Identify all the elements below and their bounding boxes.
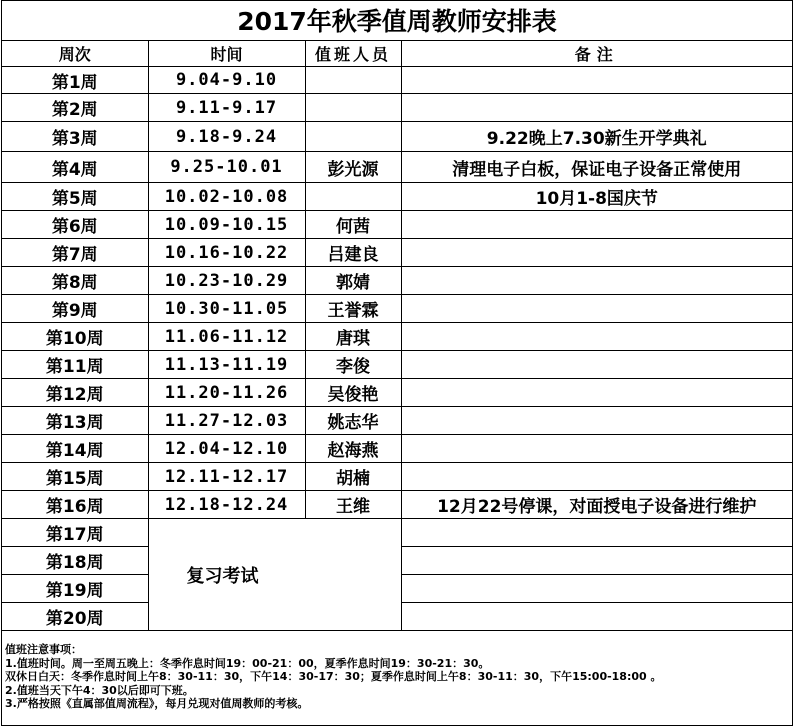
duty-person-cell: 吕建良 xyxy=(305,239,401,267)
table-row xyxy=(2,491,792,519)
table-row xyxy=(2,239,792,267)
week-cell: 第11周 xyxy=(2,351,148,379)
table-row xyxy=(2,323,792,351)
time-cell: 12.18-12.24 xyxy=(148,491,305,519)
table-row xyxy=(2,67,792,94)
table-row xyxy=(2,407,792,435)
table-row xyxy=(2,295,792,323)
remark-cell xyxy=(401,295,792,323)
notes-section xyxy=(2,640,792,726)
remark-cell xyxy=(401,323,792,351)
review-exam-cell: 复习考试 xyxy=(148,519,401,631)
week-cell: 第4周 xyxy=(2,152,148,183)
remark-cell xyxy=(401,267,792,295)
remark-cell xyxy=(401,239,792,267)
table-row xyxy=(2,211,792,239)
week-cell: 第20周 xyxy=(2,603,148,631)
time-cell: 10.02-10.08 xyxy=(148,183,305,211)
duty-person-cell xyxy=(305,122,401,152)
remark-cell xyxy=(401,379,792,407)
table-row xyxy=(2,183,792,211)
table-row xyxy=(2,351,792,379)
table-row xyxy=(2,122,792,152)
remark-cell: 10月1-8国庆节 xyxy=(401,183,792,211)
notes-line: 3.严格按照《直属部值周流程》，每月兑现对值周教师的考核。 xyxy=(5,697,309,710)
week-cell: 第2周 xyxy=(2,94,148,122)
duty-schedule-sheet xyxy=(1,0,793,726)
week-cell: 第10周 xyxy=(2,323,148,351)
duty-person-cell: 吴俊艳 xyxy=(305,379,401,407)
week-cell: 第13周 xyxy=(2,407,148,435)
header-time: 时间 xyxy=(148,41,305,67)
remark-cell: 12月22号停课，对面授电子设备进行维护 xyxy=(401,491,792,519)
time-cell: 12.11-12.17 xyxy=(148,463,305,491)
week-cell: 第18周 xyxy=(2,547,148,575)
duty-person-cell: 姚志华 xyxy=(305,407,401,435)
time-cell: 9.04-9.10 xyxy=(148,67,305,94)
duty-person-cell xyxy=(305,183,401,211)
remark-cell xyxy=(401,94,792,122)
time-cell: 12.04-12.10 xyxy=(148,435,305,463)
time-cell: 9.25-10.01 xyxy=(148,152,305,183)
week-cell: 第16周 xyxy=(2,491,148,519)
remark-cell xyxy=(401,407,792,435)
week-cell: 第7周 xyxy=(2,239,148,267)
time-cell: 11.20-11.26 xyxy=(148,379,305,407)
time-cell: 9.11-9.17 xyxy=(148,94,305,122)
duty-person-cell: 郭婧 xyxy=(305,267,401,295)
remark-cell xyxy=(401,547,792,575)
table-row xyxy=(2,435,792,463)
time-cell: 11.27-12.03 xyxy=(148,407,305,435)
time-cell: 11.13-11.19 xyxy=(148,351,305,379)
duty-person-cell: 王维 xyxy=(305,491,401,519)
table-row xyxy=(2,379,792,407)
remark-cell xyxy=(401,603,792,631)
time-cell: 10.16-10.22 xyxy=(148,239,305,267)
page-title: 2017年秋季值周教师安排表 xyxy=(2,1,792,41)
duty-person-cell xyxy=(305,94,401,122)
time-cell: 9.18-9.24 xyxy=(148,122,305,152)
week-cell: 第8周 xyxy=(2,267,148,295)
remark-cell xyxy=(401,463,792,491)
week-cell: 第9周 xyxy=(2,295,148,323)
time-cell: 10.30-11.05 xyxy=(148,295,305,323)
duty-person-cell: 唐琪 xyxy=(305,323,401,351)
week-cell: 第14周 xyxy=(2,435,148,463)
remark-cell xyxy=(401,351,792,379)
week-cell: 第12周 xyxy=(2,379,148,407)
week-cell: 第17周 xyxy=(2,519,148,547)
remark-cell: 9.22晚上7.30新生开学典礼 xyxy=(401,122,792,152)
remark-cell xyxy=(401,67,792,94)
notes-line: 双休日白天：冬季作息时间上午8：30-11：30，下午14：30-17：30；夏季作息时间上午8：30-11：30，下午15:00-18:00 。 xyxy=(5,670,662,683)
remark-cell xyxy=(401,575,792,603)
time-cell: 10.09-10.15 xyxy=(148,211,305,239)
table-row xyxy=(2,152,792,183)
week-cell: 第19周 xyxy=(2,575,148,603)
duty-person-cell: 彭光源 xyxy=(305,152,401,183)
duty-person-cell xyxy=(305,67,401,94)
remark-cell xyxy=(401,519,792,547)
duty-person-cell: 赵海燕 xyxy=(305,435,401,463)
time-cell: 10.23-10.29 xyxy=(148,267,305,295)
notes-line: 2.值班当天下午4：30以后即可下班。 xyxy=(5,683,194,697)
week-cell: 第1周 xyxy=(2,67,148,94)
duty-person-cell: 李俊 xyxy=(305,351,401,379)
week-cell: 第6周 xyxy=(2,211,148,239)
table-row xyxy=(2,94,792,122)
remark-cell xyxy=(401,435,792,463)
table-row xyxy=(2,463,792,491)
time-cell: 11.06-11.12 xyxy=(148,323,305,351)
notes-heading: 值班注意事项： xyxy=(5,643,82,656)
duty-person-cell: 王誉霖 xyxy=(305,295,401,323)
week-cell: 第5周 xyxy=(2,183,148,211)
week-cell: 第15周 xyxy=(2,463,148,491)
remark-cell xyxy=(401,211,792,239)
remark-cell: 清理电子白板，保证电子设备正常使用 xyxy=(401,152,792,183)
duty-person-cell: 胡楠 xyxy=(305,463,401,491)
table-row xyxy=(2,519,792,547)
header-week: 周次 xyxy=(2,41,148,67)
notes-line: 1.值班时间。周一至周五晚上：冬季作息时间19：00-21：00，夏季作息时间19：30-21：30。 xyxy=(5,656,490,670)
week-cell: 第3周 xyxy=(2,122,148,152)
header-duty: 值班人员 xyxy=(305,41,401,67)
table-header-row xyxy=(2,41,792,67)
header-remark: 备注 xyxy=(401,41,792,67)
schedule-table xyxy=(2,41,792,631)
table-row xyxy=(2,267,792,295)
duty-person-cell: 何茜 xyxy=(305,211,401,239)
